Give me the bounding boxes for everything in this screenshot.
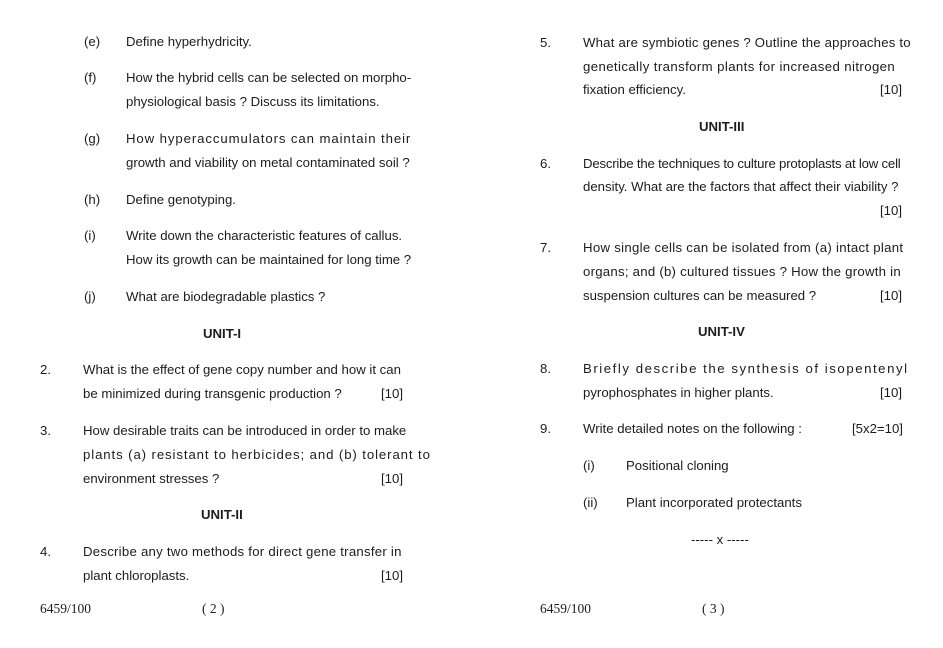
question-text: fixation efficiency. [583,82,686,97]
question-text: What are symbiotic genes ? Outline the approaches to [583,35,911,50]
question-text: Describe any two methods for direct gene transfer in [83,544,402,559]
question-text: pyrophosphates in higher plants. [583,385,774,400]
note-item-label: (ii) [583,495,598,510]
subquestion-label: (e) [84,34,101,49]
unit-heading: UNIT-III [699,119,745,134]
question-number: 6. [540,156,551,171]
question-number: 4. [40,544,51,559]
question-number: 7. [540,240,551,255]
question-text: plants (a) resistant to herbicides; and (b) tolerant to [83,447,431,462]
note-item-text: Plant incorporated protectants [626,495,802,510]
subquestion-text: What are biodegradable plastics ? [126,289,326,304]
question-text: Describe the techniques to culture protoplasts at low cell [583,156,901,171]
question-number: 3. [40,423,51,438]
question-text: What is the effect of gene copy number and how it can [83,362,401,377]
subquestion-text: physiological basis ? Discuss its limitations. [126,94,380,109]
question-text: plant chloroplasts. [83,568,190,583]
question-text: How desirable traits can be introduced in order to make [83,423,407,438]
question-marks: [5x2=10] [852,421,903,436]
unit-heading: UNIT-IV [698,324,745,339]
question-text: be minimized during transgenic production ? [83,386,342,401]
justified-line: How hyperaccumulators can maintain their [126,131,412,146]
subquestion-label: (g) [84,131,101,146]
question-text: genetically transform plants for increased nitrogen [583,59,896,74]
subquestion-text: Define hyperhydricity. [126,34,252,49]
paper-code: 6459/100 [540,601,592,616]
question-text: Write detailed notes on the following : [583,421,802,436]
question-number: 5. [540,35,551,50]
subquestion-label: (h) [84,192,101,207]
question-text: organs; and (b) cultured tissues ? How the growth in [583,264,901,279]
note-item-text: Positional cloning [626,458,729,473]
question-marks: [10] [880,385,902,400]
unit-heading: UNIT-I [203,326,242,341]
subquestion-text: growth and viability on metal contaminated soil ? [126,155,410,170]
subquestion-label: (f) [84,70,97,85]
question-text: Briefly describe the synthesis of isopentenyl [583,361,909,376]
subquestion-text [126,131,412,147]
question-number: 9. [540,421,551,436]
subquestion-text: How its growth can be maintained for long time ? [126,252,412,267]
note-item-label: (i) [583,458,595,473]
question-text: How single cells can be isolated from (a) intact plant [583,240,904,255]
question-marks: [10] [880,288,902,303]
page-number: ( 2 ) [202,601,225,616]
question-marks: [10] [381,568,403,583]
subquestion-text: Define genotyping. [126,192,236,207]
subquestion-label: (i) [84,228,96,243]
page-number: ( 3 ) [702,601,725,616]
question-marks: [10] [880,82,902,97]
subquestion-text: Write down the characteristic features of callus. [126,228,403,243]
question-marks: [10] [381,386,403,401]
question-number: 8. [540,361,551,376]
paper-code: 6459/100 [40,601,92,616]
question-text: density. What are the factors that affect their viability ? [583,179,899,194]
unit-heading: UNIT-II [201,507,243,522]
subquestion-label: (j) [84,289,96,304]
question-marks: [10] [880,203,902,218]
question-marks: [10] [381,471,403,486]
question-number: 2. [40,362,51,377]
question-text: suspension cultures can be measured ? [583,288,817,303]
question-text: environment stresses ? [83,471,220,486]
subquestion-text: How the hybrid cells can be selected on morpho- [126,70,412,85]
end-marker: ----- x ----- [691,532,749,547]
